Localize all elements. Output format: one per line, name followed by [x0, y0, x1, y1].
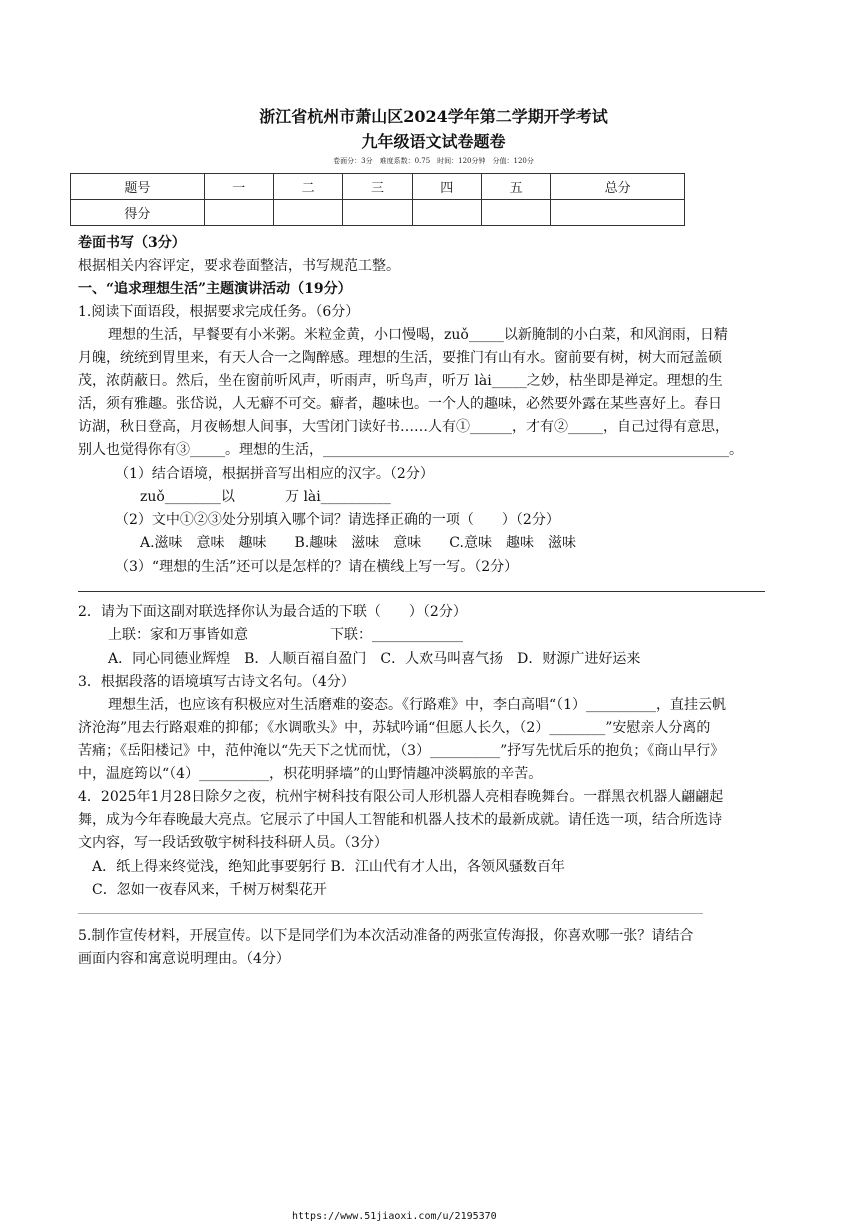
score-cell: 一 [204, 174, 273, 200]
passage-line: 文内容，写一段话致敬宇树科技科研人员。（3分） [78, 835, 388, 851]
passage-line: 济沧海”甩去行路艰难的抑郁；《水调歌头》中，苏轼吟诵“但愿人长久，（2）________”安慰亲人分离的 [78, 720, 711, 736]
answer-blank[interactable]: 万 lài__________ [285, 489, 391, 505]
exam-meta: 卷面分：3分 难度系数：0.75 时间：120分钟 分值：120分 [333, 157, 534, 165]
question-5: 5.制作宣传材料，开展宣传。以下是同学们为本次活动准备的两张宣传海报，你喜欢哪一张？请结合 [78, 928, 694, 944]
passage-line: 中，温庭筠以“（4）__________，枳花明驿墙”的山野情趣冲淡羁旅的辛苦。 [78, 766, 543, 782]
score-cell: 二 [273, 174, 342, 200]
score-table-score-row [71, 200, 685, 226]
answer-line[interactable] [78, 591, 765, 592]
text-line: 根据相关内容评定，要求卷面整洁，书写规范工整。 [78, 258, 400, 274]
choice-option: A．纸上得来终觉浅，绝知此事要躬行 B．江山代有才人出，各领风骚数百年 [92, 859, 565, 875]
question-4: 4．2025年1月28日除夕之夜，杭州宇树科技有限公司人形机器人亮相春晚舞台。一群黑衣机器人翩翩起 [78, 789, 724, 805]
question-3: 3．根据段落的语境填写古诗文名句。（4分） [78, 674, 355, 690]
answer-line[interactable] [78, 913, 703, 914]
passage-line: 舞，成为今年春晚最大亮点。它展示了中国人工智能和机器人技术的最新成就。请任选一项，结合所选诗 [78, 812, 722, 828]
passage-line: 苦痛；《岳阳楼记》中，范仲淹以“先天下之忧而忧，（3）__________”抒写先忧后乐的抱负；《商山早行》 [78, 743, 725, 759]
score-table [70, 173, 685, 226]
score-input-cell[interactable] [551, 200, 685, 226]
score-cell: 五 [481, 174, 550, 200]
section-heading: 一、“追求理想生活”主题演讲活动（19分） [78, 281, 352, 297]
question-2: 2．请为下面这副对联选择你认为最合适的下联（ ）（2分） [78, 604, 467, 620]
exam-title-line1: 浙江省杭州市萧山区2024学年第二学期开学考试 [259, 107, 608, 126]
exam-title-line2: 九年级语文试卷题卷 [361, 132, 506, 151]
score-cell: 得分 [71, 200, 205, 226]
choice-options: A.滋味 意味 趣味 B.趣味 滋味 意味 C.意味 趣味 滋味 [140, 535, 576, 551]
footer-watermark-url[interactable]: https://www.51jiaoxi.com/u/2195370 [292, 1211, 497, 1222]
subquestion: （3）“理想的生活”还可以是怎样的？请在横线上写一写。（2分） [115, 559, 519, 575]
score-input-cell[interactable] [343, 200, 412, 226]
passage-line: 画面内容和寓意说明理由。（4分） [78, 951, 290, 967]
score-input-cell[interactable] [481, 200, 550, 226]
passage-line: 理想的生活，早餐要有小米粥。米粒金黄，小口慢喝，zuǒ_____以新腌制的小白菜，和风润雨，日精 [108, 327, 728, 343]
answer-blank[interactable]: zuǒ________以 [140, 489, 235, 505]
score-table-header-row [71, 174, 685, 200]
subquestion: （1）结合语境，根据拼音写出相应的汉字。（2分） [115, 466, 434, 482]
score-input-cell[interactable] [273, 200, 342, 226]
passage-line: 茂，浓荫蔽日。然后，坐在窗前听风声，听雨声，听鸟声，听万 lài_____之妙，枯坐即是禅定。理想的生 [78, 373, 723, 389]
couplet-lower[interactable]: 下联：_____________ [330, 627, 463, 643]
subquestion: （2）文中①②③处分别填入哪个词？请选择正确的一项（ ）（2分） [115, 512, 560, 528]
score-cell: 题号 [71, 174, 205, 200]
score-input-cell[interactable] [412, 200, 481, 226]
passage-line: 活，须有雅趣。张岱说，人无癖不可交。癖者，趣味也。一个人的趣味，必然要外露在某些喜好上。春日 [78, 396, 722, 412]
score-input-cell[interactable] [204, 200, 273, 226]
choice-option: C．忽如一夜春风来，千树万树梨花开 [92, 882, 327, 898]
passage-line: 月魄，统统到胃里来，有天人合一之陶醉感。理想的生活，要推门有山有水。窗前要有树，树大而冠盖硕 [78, 350, 722, 366]
passage-line: 别人也觉得你有③_____。理想的生活，__________________________________________________________。 [78, 442, 743, 458]
choice-options: A．同心同德业辉煌 B．人顺百福自盈门 C．人欢马叫喜气扬 D．财源广进好运来 [108, 651, 641, 667]
score-cell: 四 [412, 174, 481, 200]
question-1: 1.阅读下面语段，根据要求完成任务。（6分） [78, 304, 360, 320]
passage-line: 理想生活，也应该有积极应对生活磨难的姿态。《行路难》中，李白高唱“（1）__________，直挂云帆 [108, 697, 727, 713]
score-cell: 总分 [551, 174, 685, 200]
passage-line: 访湖，秋日登高，月夜畅想人间事，大雪闭门读好书……人有①______，才有②_____，自己过得有意思， [78, 419, 729, 435]
couplet-upper: 上联：家和万事皆如意 [108, 627, 248, 643]
score-cell: 三 [343, 174, 412, 200]
section-heading: 卷面书写（3分） [78, 235, 186, 251]
